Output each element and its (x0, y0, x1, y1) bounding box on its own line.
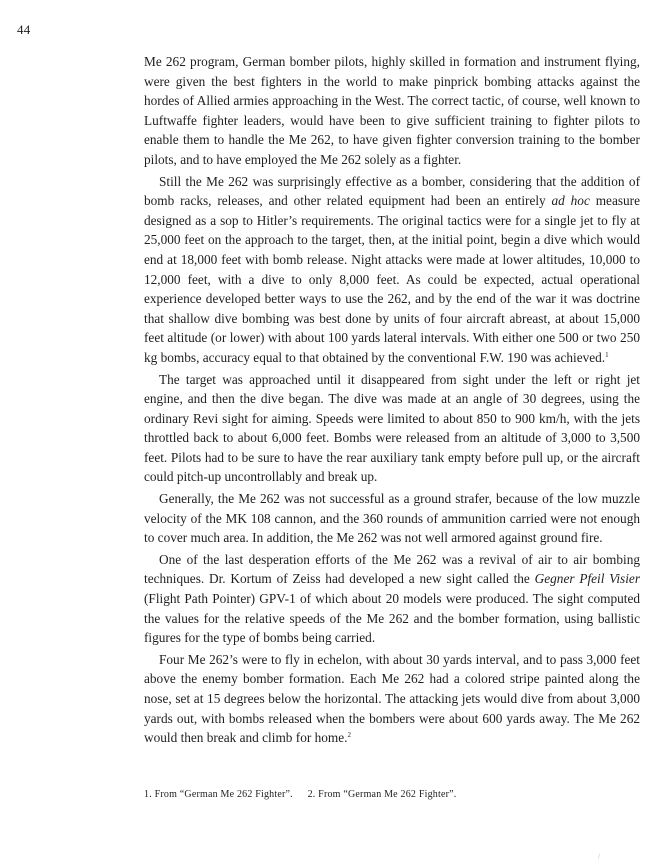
paragraph-text: The target was approached until it disappeared from sight under the left or right jet engine, and then the dive began. The dive was made at an angle of 30 degrees, using the ordinary Revi sight for aiming. Speeds were limited to about 850 to 900 km/h, with the jets throttled back to about 6,000 feet. Bombs were released from an altitude of 3,000 to 3,500 feet. Pilots had to be sure to have the rear auxiliary tank empty before pull up, or the aircraft could pitch-up uncontrollably and break up. (144, 371, 640, 485)
footnote-marker: 2 (347, 731, 351, 740)
paragraph-text: One of the last desperation efforts of the Me 262 was a revival of air to air bombing techniques. Dr. Kortum of Zeiss had developed a new sight called the (144, 551, 640, 587)
paragraph-3 (144, 370, 640, 488)
footnote-marker: 1 (605, 350, 609, 359)
body-text (144, 52, 640, 748)
footnotes (144, 789, 456, 800)
paragraph-2 (144, 172, 640, 368)
paragraph-4 (144, 489, 640, 548)
paragraph-text: measure designed as a sop to Hitler’s requirements. The original tactics were for a single jet to fly at 25,000 feet on the approach to the target, then, at the initial point, begin a dive which would end at 18,000 feet with bomb release. Night attacks were made at lower altitudes, 10,000 to 12,000 feet, with a dive to only 8,000 feet. As could be expected, actual operational experience developed better ways to use the 262, and by the end of the war it was doctrine that shallow dive bombing was best done by units of four aircraft abreast, at about 15,000 feet altitude (or lower) with about 100 yards lateral intervals. With either one 500 or two 250 kg bombs, accuracy equal to that obtained by the conventional F.W. 190 was achieved. (144, 193, 641, 365)
scan-mark: / (598, 852, 601, 861)
paragraph-text: Generally, the Me 262 was not successful as a ground strafer, because of the low muzzle velocity of the MK 108 cannon, and the 360 rounds of ammunition carried were not enough to cover much area. In addition, the Me 262 was not well armored against ground fire. (144, 491, 640, 546)
paragraph-1 (144, 52, 640, 170)
paragraph-text: (Flight Path Pointer) GPV-1 of which about 20 models were produced. The sight computed the values for the relative speeds of the Me 262 and the bomber formation, using ballistic figures for the type of bombs being carried. (144, 591, 640, 646)
italic-term: Gegner Pfeil Visier (534, 571, 640, 587)
paragraph-6 (144, 650, 640, 748)
paragraph-text: Me 262 program, German bomber pilots, highly skilled in formation and instrument flying, were given the best fighters in the world to make pinprick bombing attacks against the hordes of Allied armies approaching in the West. The correct tactic, of course, well known to Luftwaffe fighter leaders, would have been to give sufficient training to fighter pilots to enable them to handle the Me 262, to have given fighter conversion training to the bomber pilots, and to have employed the Me 262 solely as a fighter. (144, 54, 640, 167)
paragraph-text: Still the Me 262 was surprisingly effective as a bomber, considering that the addition of bomb racks, releases, and other related equipment had been an entirely (144, 173, 640, 209)
italic-term: ad hoc (551, 193, 590, 209)
paragraph-text: Four Me 262’s were to fly in echelon, with about 30 yards interval, and to pass 3,000 feet above the enemy bomber formation. Each Me 262 had a colored stripe painted along the nose, set at 15 degrees below the horizontal. The attacking jets would dive from about 3,000 yards out, with bombs released when the bombers were about 600 yards away. The Me 262 would then break and climb for home. (144, 651, 640, 746)
footnote-2: 2. From “German Me 262 Fighter”. (307, 789, 457, 800)
page-number: 44 (17, 22, 31, 37)
footnote-1: 1. From “German Me 262 Fighter”. (144, 789, 293, 800)
paragraph-5 (144, 550, 640, 648)
